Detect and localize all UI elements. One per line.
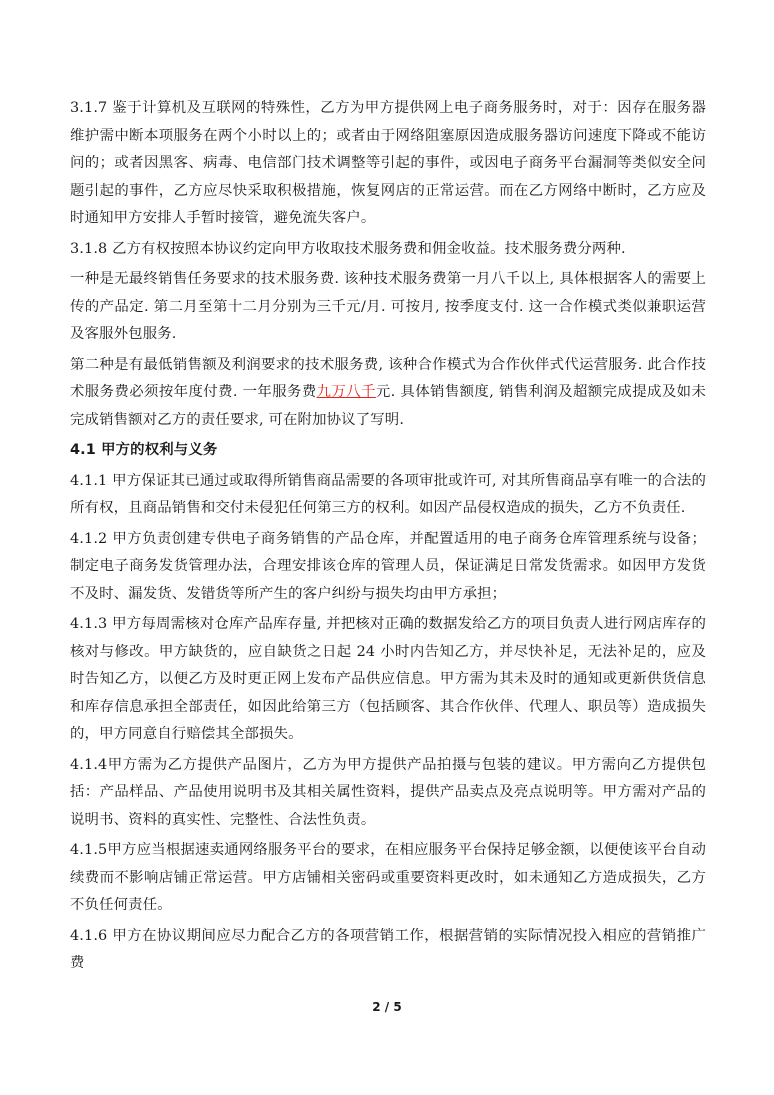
fee-type-two [70,352,706,435]
clause-4-1-2: 4.1.2 甲方负责创建专供电子商务销售的产品仓库，并配置适用的电子商务仓库管理系统与设备；制定电子商务发货管理办法，合理安排该仓库的管理人员，保证满足日常发货需求。如因甲方发货不及时、漏发货、发错货等所产生的客户纠纷与损失均由甲方承担； [70,530,706,602]
fee-type-two-text-a: 第二种是有最低销售额及利润要求的技术服务费, 该种合作模式为合作伙伴式代运营服务. 此合作技术服务费必须按年度付费. 一年服务费 [70,356,706,400]
clause-4-1-4: 4.1.4甲方需为乙方提供产品图片，乙方为甲方提供产品拍摄与包装的建议。甲方需向乙方提供包括：产品样品、产品使用说明书及其相关属性资料，提供产品卖点及亮点说明等。甲方需对产品的说明书、资料的真实性、完整性、合法性负责。 [70,756,706,828]
page-number: 2 / 5 [372,1000,402,1014]
clause-4-1-3: 4.1.3 甲方每周需核对仓库产品库存量, 并把核对正确的数据发给乙方的项目负责人进行网店库存的核对与修改。甲方缺货的，应自缺货之日起 24 小时内告知乙方，并尽快补足，无法补足的，应及时告知乙方，以便乙方及时更正网上发布产品供应信息。甲方需为其未及时的通知或更新供货信息和库存信息承担全部责任，如因此给第三方（包括顾客、其合作伙伴、代理人、职员等）造成损失的，甲方同意自行赔偿其全部损失。 [70,616,706,742]
annual-fee-highlight: 九万八千 [316,384,376,400]
section-heading-4-1: 4.1 甲方的权利与义务 [70,442,218,458]
fee-type-two-text-b: 元. 具体销售额度, 销售利润及超额完成提成及如未完成销售额对乙方的责任要求, 可在附加协议了写明. [70,384,706,428]
clause-3-1-8: 3.1.8 乙方有权按照本协议约定向甲方收取技术服务费和佣金收益。技术服务费分两种. [70,240,626,257]
clause-4-1-6: 4.1.6 甲方在协议期间应尽力配合乙方的各项营销工作，根据营销的实际情况投入相应的营销推广费 [70,927,706,971]
clause-4-1-5: 4.1.5甲方应当根据速卖通网络服务平台的要求，在相应服务平台保持足够金额，以便使该平台自动续费而不影响店铺正常运营。甲方店铺相关密码或重要资料更改时，如未通知乙方造成损失，乙方不负任何责任。 [70,842,706,913]
clause-3-1-7: 3.1.7 鉴于计算机及互联网的特殊性，乙方为甲方提供网上电子商务服务时，对于：因存在服务器维护需中断本项服务在两个小时以上的；或者由于网络阻塞原因造成服务器访问速度下降或不能访问的；或者因黑客、病毒、电信部门技术调整等引起的事件，或因电子商务平台漏洞等类似安全问题引起的事件，乙方应尽快采取积极措施，恢复网店的正常运营。而在乙方网络中断时，乙方应及时通知甲方安排人手暂时接管，避免流失客户。 [70,100,706,226]
fee-type-one: 一种是无最终销售任务要求的技术服务费. 该种技术服务费第一月八千以上, 具体根据客人的需要上传的产品定. 第二月至第十二月分别为三千元/月. 可按月, 按季度支付. 这一合作模式类似兼职运营及客服外包服务. [70,271,706,342]
clause-4-1-1: 4.1.1 甲方保证其已通过或取得所销售商品需要的各项审批或许可, 对其所售商品享有唯一的合法的所有权，且商品销售和交付未侵犯任何第三方的权利。如因产品侵权造成的损失，乙方不负责任. [70,472,706,516]
